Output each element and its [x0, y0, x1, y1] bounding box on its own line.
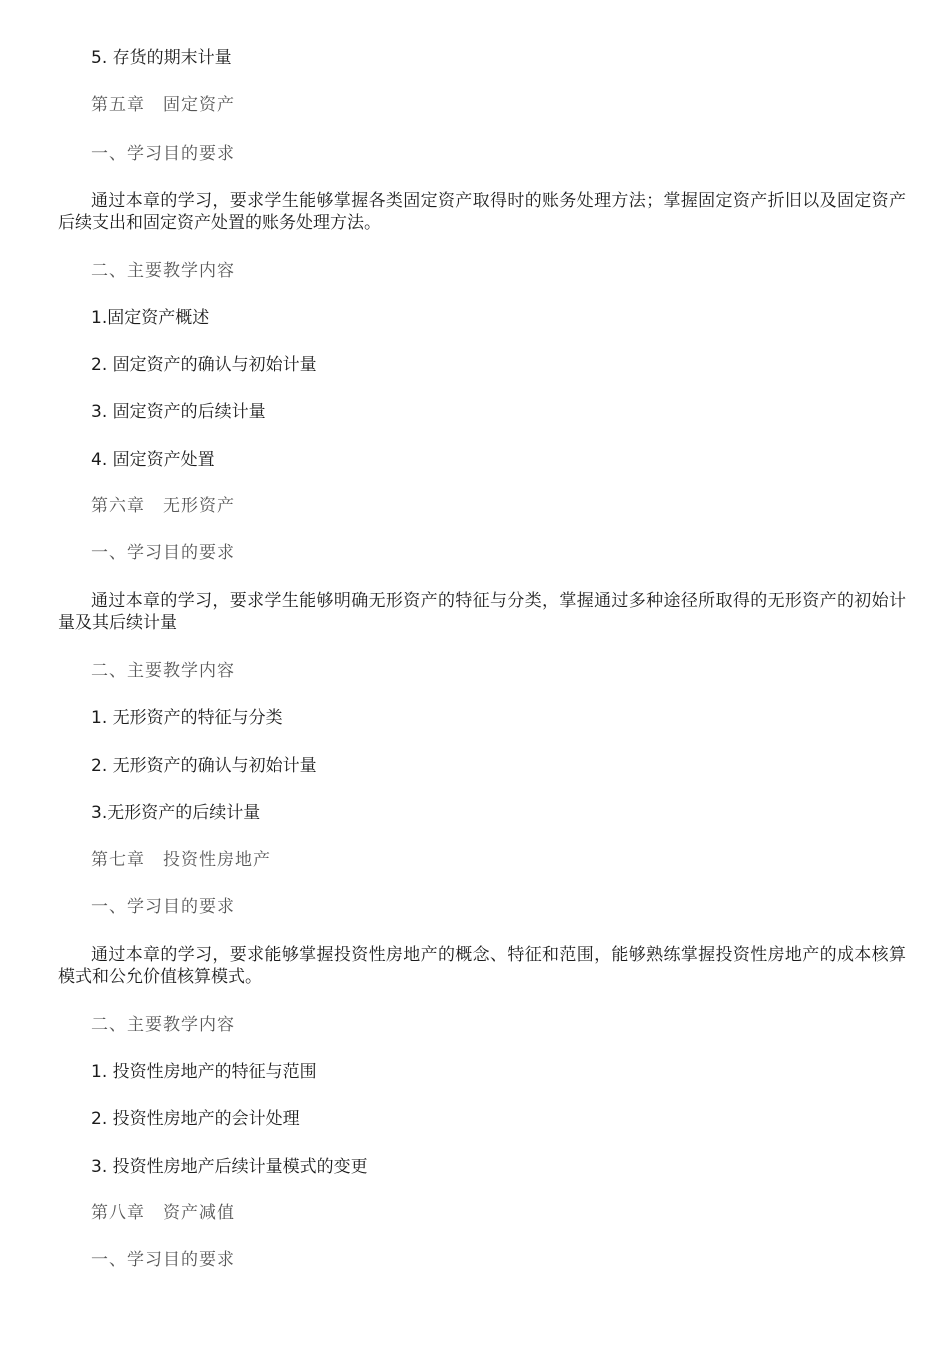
- paragraph: 通过本章的学习，要求学生能够明确无形资产的特征与分类，掌握通过多种途径所取得的无形资产的初始计量及其后续计量: [58, 591, 906, 633]
- list-item: 1. 投资性房地产的特征与范围: [91, 1062, 317, 1082]
- section-heading: 二、主要教学内容: [91, 1015, 235, 1035]
- list-item: 1. 无形资产的特征与分类: [91, 708, 283, 728]
- list-item: 2. 无形资产的确认与初始计量: [91, 756, 317, 776]
- section-heading: 一、学习目的要求: [91, 897, 235, 917]
- chapter-heading: 第五章 固定资产: [91, 95, 235, 115]
- section-heading: 一、学习目的要求: [91, 144, 235, 164]
- paragraph: 通过本章的学习，要求学生能够掌握各类固定资产取得时的账务处理方法；掌握固定资产折旧以及固定资产后续支出和固定资产处置的账务处理方法。: [58, 191, 906, 233]
- list-item: 4. 固定资产处置: [91, 450, 215, 470]
- section-heading: 一、学习目的要求: [91, 543, 235, 563]
- paragraph: 通过本章的学习，要求能够掌握投资性房地产的概念、特征和范围，能够熟练掌握投资性房地产的成本核算模式和公允价值核算模式。: [58, 945, 906, 987]
- chapter-heading: 第八章 资产减值: [91, 1203, 235, 1223]
- list-item: 5. 存货的期末计量: [91, 48, 232, 68]
- list-item: 3. 投资性房地产后续计量模式的变更: [91, 1157, 368, 1177]
- section-heading: 二、主要教学内容: [91, 661, 235, 681]
- list-item: 2. 投资性房地产的会计处理: [91, 1109, 300, 1129]
- list-item: 1.固定资产概述: [91, 308, 210, 328]
- list-item: 2. 固定资产的确认与初始计量: [91, 355, 317, 375]
- list-item: 3. 固定资产的后续计量: [91, 402, 266, 422]
- section-heading: 二、主要教学内容: [91, 261, 235, 281]
- section-heading: 一、学习目的要求: [91, 1250, 235, 1270]
- list-item: 3.无形资产的后续计量: [91, 803, 261, 823]
- chapter-heading: 第六章 无形资产: [91, 496, 235, 516]
- chapter-heading: 第七章 投资性房地产: [91, 850, 271, 870]
